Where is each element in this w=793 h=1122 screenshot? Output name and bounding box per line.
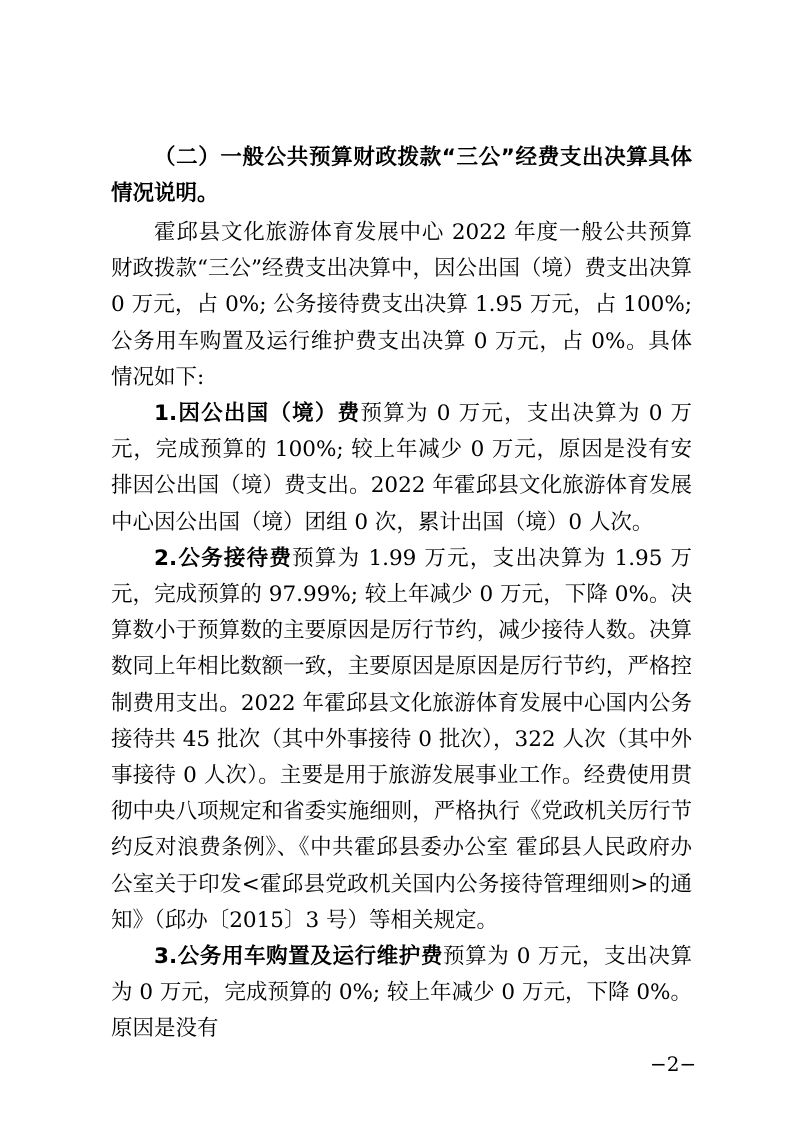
item-text-vehicle: 预算为 0 万元，支出决算为 0 万元，完成预算的 0%; 较上年减少 0 万元，下降 0%。原因是没有	[111, 944, 692, 1042]
item-paragraph-vehicle	[111, 939, 692, 1048]
section-heading: （二）一般公共预算财政拨款“三公”经费支出决算具体情况说明。	[111, 145, 692, 206]
item-text-overseas: 预算为 0 万元，支出决算为 0 万元，完成预算的 100%; 较上年减少 0 万元，原因是没有安排因公出国（境）费支出。2022 年霍邱县文化旅游体育发展中心因公出国（境）团组 0 次，累计出国（境）0 人次。	[111, 401, 692, 535]
page-number: −2−	[650, 1052, 697, 1076]
item-paragraph-overseas	[111, 396, 692, 541]
item-title-vehicle: 3.公务用车购置及运行维护费	[154, 944, 443, 970]
item-paragraph-reception	[111, 541, 692, 939]
item-title-reception: 2.公务接待费	[154, 545, 293, 571]
item-title-overseas: 1.因公出国（境）费	[154, 401, 361, 427]
item-text-reception: 预算为 1.99 万元，支出决算为 1.95 万元，完成预算的 97.99%; 较上年减少 0 万元，下降 0%。决算数小于预算数的主要原因是厉行节约，减少接待人数。决算数同上年相比数额一致，主要原因是原因是厉行节约，严格控制费用支出。2022 年霍邱县文化旅游体育发展中心国内公务接待共 45 批次（其中外事接待 0 批次），322 人次（其中外事接待 0 人次）。主要是用于旅游发展事业工作。经费使用贯彻中央八项规定和省委实施细则，严格执行《党政机关厉行节约反对浪费条例》、《中共霍邱县委办公室 霍邱县人民政府办公室关于印发<霍邱县党政机关国内公务接待管理细则>的通知》（邱办〔2015〕3 号）等相关规定。	[111, 545, 692, 933]
document-page	[111, 140, 692, 1048]
summary-paragraph: 霍邱县文化旅游体育发展中心 2022 年度一般公共预算财政拨款“三公”经费支出决算中，因公出国（境）费支出决算 0 万元，占 0%; 公务接待费支出决算 1.95 万元，占 100%; 公务用车购置及运行维护费支出决算 0 万元，占 0%。具体情况如下:	[111, 220, 692, 390]
